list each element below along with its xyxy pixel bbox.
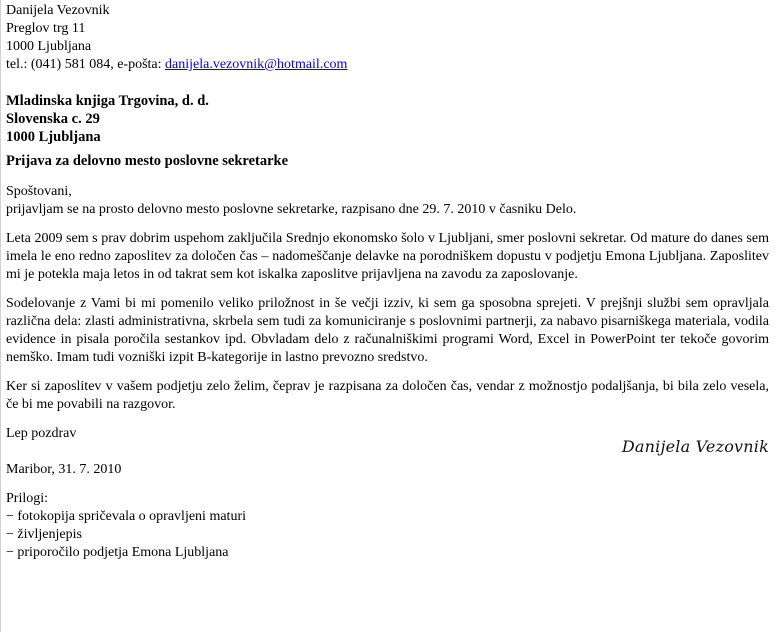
attachments-block <box>6 490 769 562</box>
letter-greeting: Spoštovani, <box>6 184 72 199</box>
place-date: Maribor, 31. 7. 2010 <box>6 462 122 477</box>
sender-email-link[interactable]: danijela.vezovnik@hotmail.com <box>165 57 348 72</box>
paragraph-experience: Sodelovanje z Vami bi mi pomenilo veliko priložnost in še večji izziv, ki sem ga sposobna sprejeti. V prejšnji službi sem opravljala različna dela: zlasti administrativna, skrbela sem tudi za komuniciranje s poslovnimi partnerji, za nabavo pisarniškega materiala, vodila evidence in pisala poročila sestankov ipd. Obvladam delo z računalniškimi programi Word, Excel in PowerPoint ter tekoče govorim nemško. Imam tudi vozniški izpit B-kategorije in lastno prevozno sredstvo. <box>6 296 769 365</box>
recipient-street: Slovenska c. 29 <box>6 111 100 127</box>
recipient-block <box>6 92 769 146</box>
left-border <box>0 0 1 632</box>
sender-contact-text: tel.: (041) 581 084, e-pošta: <box>6 57 166 72</box>
letter-closing: Lep pozdrav <box>6 426 77 441</box>
paragraph-education: Leta 2009 sem s prav dobrim uspehom zaključila Srednjo ekonomsko šolo v Ljubljani, smer poslovni sekretar. Od mature do danes sem imela le eno redno zaposlitev za določen čas – nadomeščanje delavke na porodniškem dopustu v podjetju Emona Ljubljana. Zaposlitev mi je potekla maja letos in od takrat sem kot iskalka zaposlitve prijavljena na zavodu za zaposlovanje. <box>6 231 769 282</box>
attachment-item: − priporočilo podjetja Emona Ljubljana <box>6 545 229 560</box>
sender-street: Preglov trg 11 <box>6 21 86 36</box>
paragraph-closing-request: Ker si zaposlitev v vašem podjetju zelo želim, čeprav je razpisana za določen čas, vendar z možnostjo podaljšanja, bi bila zelo vesela, če bi me povabili na razgovor. <box>6 379 769 412</box>
sender-contact <box>6 56 769 74</box>
letter-intro: prijavljam se na prosto delovno mesto poslovne sekretarke, razpisano dne 29. 7. 2010 v časniku Delo. <box>6 202 577 217</box>
recipient-city: 1000 Ljubljana <box>6 129 101 145</box>
attachments-title: Prilogi: <box>6 491 49 506</box>
sender-name: Danijela Vezovnik <box>6 3 110 18</box>
attachment-item: − fotokopija spričevala o opravljeni maturi <box>6 509 246 524</box>
letter-subject: Prijava za delovno mesto poslovne sekretarke <box>6 153 289 169</box>
sender-block <box>6 2 769 74</box>
letter-page <box>6 2 769 562</box>
recipient-name: Mladinska knjiga Trgovina, d. d. <box>6 93 209 109</box>
attachment-item: − življenjepis <box>6 527 82 542</box>
signature: Danijela Vezovnik <box>621 437 769 456</box>
sender-city: 1000 Ljubljana <box>6 39 92 54</box>
